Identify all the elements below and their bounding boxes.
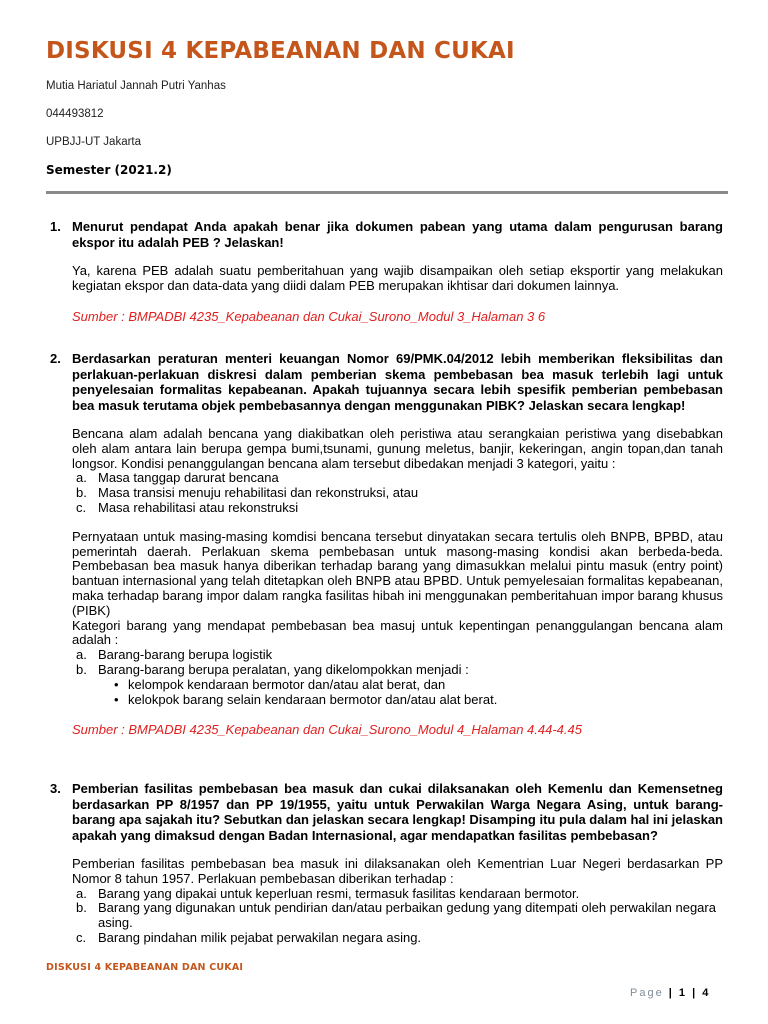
source-citation: Sumber : BMPADBI 4235_Kepabeanan dan Cukai_Surono_Modul 4_Halaman 4.44-4.45 [72,722,582,738]
list-item: a. Barang-barang berupa logistik [76,647,273,663]
question-2 [50,351,723,737]
question-number: 3. [50,781,61,796]
study-unit: UPBJJ-UT Jakarta [46,136,142,148]
exemption-goods-list [72,887,723,946]
question-text: Pemberian fasilitas pembebasan bea masuk dan cukai dilaksanakan oleh Kemenlu dan Kemensetneg berdasarkan PP 8/1957 dan PP 19/1955, yaitu untuk Perwakilan Warga Negara Asing, untuk barang-barang apa sajakah itu? Sebutkan dan jelaskan secara lengkap! Disamping itu pula dalam hal ini jelaskan apakah yang dimaksud dengan Badan Internasional, agar mendapatkan fasilitas pembebasan? [72,781,723,843]
header-divider [46,191,728,194]
source-citation: Sumber : BMPADBI 4235_Kepabeanan dan Cukai_Surono_Modul 3_Halaman 3 6 [72,308,546,324]
list-item: b. Barang-barang berupa peralatan, yang dikelompokkan menjadi : • kelompok kendaraan bermotor dan/atau alat berat, dan • kelokpok barang selain kendaraan bermotor dan/atau alat berat. [72,663,723,707]
current-page: 1 [678,987,688,999]
total-pages: 4 [702,987,711,999]
answer-intro: Pemberian fasilitas pembebasan bea masuk ini dilaksanakan oleh Kementrian Luar Negeri berdasarkan PP Nomor 8 tahun 1957. Perlakuan pembebasan diberikan terhadap : [72,856,723,886]
question-text: Menurut pendapat Anda apakah benar jika dokumen pabean yang utama dalam pengurusan barang ekspor itu adalah PEB ? Jelaskan! [72,219,723,250]
question-text: Berdasarkan peraturan menteri keuangan Nomor 69/PMK.04/2012 lebih memberikan fleksibilitas dan perlakuan-perlakuan diskresi dalam pemberian skema pembebasan bea masuk terlebih lagi untuk penyelesaian formalitas kepabeanan. Apakah tujuannya secara lebih spesifik pemberian pembebasan bea masuk terutama objek pembebasannya dengan menggunakan PIBK? Jelaskan secara lengkap! [72,351,723,413]
list-item: b. Masa transisi menuju rehabilitasi dan rekonstruksi, atau [76,485,419,501]
list-item: a. Masa tanggap darurat bencana [76,470,279,486]
list-item: c. Barang pindahan milik pejabat perwakilan negara asing. [76,929,422,945]
list-item: c. Masa rehabilitasi atau rekonstruksi [76,499,299,515]
answer-paragraph: Pernyataan untuk masing-masing komdisi bencana tersebut dinyatakan secara tertulis oleh BNPB, BPBD, atau pemerintah daerah. Perlakuan skema pembebasan untuk masong-masing kondisi akan berbeda-beda. Pembebasan bea masuk hanya diberikan terhadap barang yang dimasukkan melalui pintu masuk (entry point) bantuan internasional yang telah ditetapkan oleh BNPB atau BPBD. Untuk pemyelesaian formalitas kepabeanan, maka terhadap barang impor dalam rangka fasilitas hibah ini menggunakan pemberitahuan impor barang khusus (PIBK) [72,528,723,618]
goods-category-list [72,648,723,707]
equipment-group-list [98,678,723,708]
author-name: Mutia Hariatul Jannah Putri Yanhas [46,80,226,92]
disaster-phase-list [72,471,723,515]
bullet-item: • kelokpok barang selain kendaraan bermotor dan/atau alat berat. [118,693,723,708]
question-3 [50,781,723,946]
question-1 [50,219,723,324]
page-number: Page | 1 | 4 [630,987,711,999]
semester-label: Semester (2021.2) [46,163,172,177]
document-title: DISKUSI 4 KEPABEANAN DAN CUKAI [46,38,515,64]
answer-text: Ya, karena PEB adalah suatu pemberitahuan yang wajib disampaikan oleh setiap eksportir yang melakukan kegiatan ekspor dan data-data yang diidi dalam PEB merupakan ikhtisar dari dokumen lainnya. [72,263,723,293]
page-word: Page [630,987,664,999]
question-number: 2. [50,351,61,366]
list-item: a. Barang yang dipakai untuk keperluan resmi, termasuk fasilitas kendaraan bermotor. [76,885,580,901]
bullet-item: • kelompok kendaraan bermotor dan/atau alat berat, dan [118,678,723,693]
question-number: 1. [50,219,61,234]
student-id: 044493812 [46,108,104,120]
list-item: b. Barang yang digunakan untuk pendirian dan/atau perbaikan gedung yang ditempati oleh perwakilan negara asing. [76,900,716,931]
footer-title: DISKUSI 4 KEPABEANAN DAN CUKAI [46,962,244,973]
answer-intro: Bencana alam adalah bencana yang diakibatkan oleh peristiwa atau serangkaian peristiwa yang disebabkan oleh alam antara lain berupa gempa bumi,tsunami, gunung meletus, banjir, kekeringan, angin topan,dan tanah longsor. Kondisi penanggulangan bencana alam tersebut dibedakan menjadi 3 kategori, yaitu : [72,426,723,471]
answer-paragraph: Kategori barang yang mendapat pembebasan bea masuj untuk kepentingan penanggulangan bencana alam adalah : [72,617,723,648]
